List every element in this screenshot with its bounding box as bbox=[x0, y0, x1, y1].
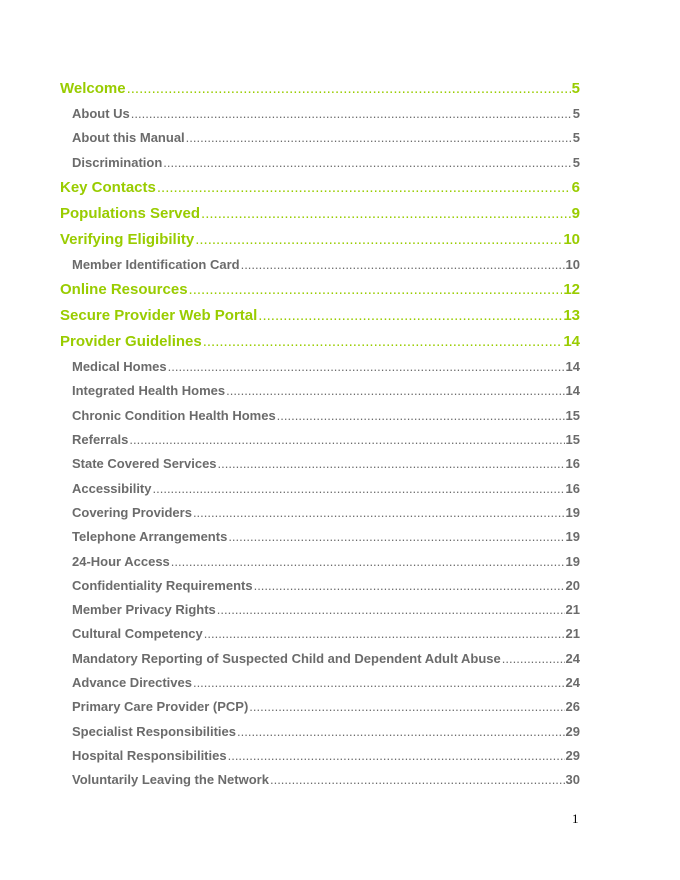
toc-heading-entry[interactable] bbox=[60, 227, 580, 253]
dot-leader bbox=[171, 550, 565, 574]
toc-subentry[interactable] bbox=[60, 428, 580, 452]
dot-leader bbox=[168, 355, 565, 379]
toc-entry-page: 19 bbox=[565, 553, 580, 569]
toc-subentry[interactable] bbox=[60, 379, 580, 403]
toc-entry-title: Integrated Health Homes bbox=[72, 383, 226, 399]
toc-entry-title: Populations Served bbox=[60, 204, 201, 222]
toc-entry-title: Specialist Responsibilities bbox=[72, 723, 236, 739]
dot-leader bbox=[127, 76, 571, 102]
toc-subentry[interactable] bbox=[60, 622, 580, 646]
toc-entry-title: Provider Guidelines bbox=[60, 333, 202, 351]
toc-entry-page: 24 bbox=[565, 650, 580, 666]
toc-entry-title: Key Contacts bbox=[60, 178, 156, 196]
toc-heading-entry[interactable] bbox=[60, 76, 580, 102]
toc-subentry[interactable] bbox=[60, 671, 580, 695]
toc-heading-entry[interactable] bbox=[60, 175, 580, 201]
toc-entry-title: Primary Care Provider (PCP) bbox=[72, 699, 249, 715]
toc-entry-page: 16 bbox=[565, 480, 580, 496]
dot-leader bbox=[163, 151, 571, 175]
toc-entry-title: Referrals bbox=[72, 432, 129, 448]
toc-entry-title: Member Identification Card bbox=[72, 256, 240, 272]
toc-entry-page: 14 bbox=[563, 333, 580, 351]
toc-entry-title: Welcome bbox=[60, 80, 126, 97]
toc-entry-title: About this Manual bbox=[72, 130, 185, 146]
toc-entry-title: Chronic Condition Health Homes bbox=[72, 407, 276, 423]
toc-entry-page: 9 bbox=[571, 204, 580, 222]
toc-subentry[interactable] bbox=[60, 647, 580, 671]
toc-entry-page: 15 bbox=[565, 432, 580, 448]
toc-entry-page: 5 bbox=[572, 154, 580, 170]
dot-leader bbox=[502, 647, 565, 671]
toc-entry-title: Discrimination bbox=[72, 154, 163, 170]
toc-entry-page: 5 bbox=[572, 130, 580, 146]
toc-entry-page: 14 bbox=[565, 359, 580, 375]
toc-entry-page: 19 bbox=[565, 529, 580, 545]
toc-entry-title: Confidentiality Requirements bbox=[72, 577, 253, 593]
dot-leader bbox=[204, 622, 565, 646]
dot-leader bbox=[186, 126, 572, 150]
toc-subentry[interactable] bbox=[60, 126, 580, 150]
toc-heading-entry[interactable] bbox=[60, 277, 580, 303]
toc-entry-title: Accessibility bbox=[72, 480, 152, 496]
dot-leader bbox=[258, 303, 562, 329]
toc-entry-title: Cultural Competency bbox=[72, 626, 203, 642]
toc-entry-page: 26 bbox=[565, 699, 580, 715]
dot-leader bbox=[131, 102, 572, 126]
toc-entry-page: 21 bbox=[565, 602, 580, 618]
toc-subentry[interactable] bbox=[60, 151, 580, 175]
toc-entry-page: 30 bbox=[565, 772, 580, 788]
toc-subentry[interactable] bbox=[60, 695, 580, 719]
toc-entry-title: Secure Provider Web Portal bbox=[60, 307, 258, 325]
dot-leader bbox=[203, 329, 563, 355]
toc-subentry[interactable] bbox=[60, 452, 580, 476]
toc-entry-title: Online Resources bbox=[60, 281, 188, 299]
table-of-contents bbox=[60, 76, 580, 793]
toc-entry-page: 10 bbox=[563, 230, 580, 248]
toc-entry-page: 6 bbox=[571, 178, 580, 196]
dot-leader bbox=[228, 525, 564, 549]
dot-leader bbox=[129, 428, 564, 452]
dot-leader bbox=[237, 720, 565, 744]
dot-leader bbox=[270, 768, 565, 792]
dot-leader bbox=[228, 744, 565, 768]
toc-entry-title: 24-Hour Access bbox=[72, 553, 170, 569]
toc-entry-page: 21 bbox=[565, 626, 580, 642]
toc-entry-page: 14 bbox=[565, 383, 580, 399]
toc-subentry[interactable] bbox=[60, 598, 580, 622]
toc-subentry[interactable] bbox=[60, 744, 580, 768]
toc-entry-page: 10 bbox=[565, 256, 580, 272]
toc-heading-entry[interactable] bbox=[60, 303, 580, 329]
dot-leader bbox=[193, 501, 565, 525]
toc-entry-title: Advance Directives bbox=[72, 675, 192, 691]
toc-entry-page: 13 bbox=[563, 307, 580, 325]
dot-leader bbox=[217, 598, 565, 622]
toc-entry-page: 5 bbox=[572, 106, 580, 121]
page-number: 1 bbox=[572, 811, 579, 826]
toc-entry-page: 19 bbox=[565, 504, 580, 520]
dot-leader bbox=[249, 695, 564, 719]
toc-entry-page: 5 bbox=[571, 80, 580, 97]
dot-leader bbox=[241, 253, 565, 277]
toc-subentry[interactable] bbox=[60, 768, 580, 792]
toc-subentry[interactable] bbox=[60, 525, 580, 549]
dot-leader bbox=[201, 201, 571, 227]
toc-subentry[interactable] bbox=[60, 253, 580, 277]
dot-leader bbox=[218, 452, 565, 476]
dot-leader bbox=[193, 671, 565, 695]
dot-leader bbox=[195, 227, 562, 253]
toc-entry-title: Telephone Arrangements bbox=[72, 529, 228, 545]
dot-leader bbox=[254, 574, 565, 598]
toc-entry-page: 29 bbox=[565, 723, 580, 739]
dot-leader bbox=[189, 277, 563, 303]
toc-entry-title: Medical Homes bbox=[72, 359, 167, 375]
toc-heading-entry[interactable] bbox=[60, 329, 580, 355]
toc-subentry[interactable] bbox=[60, 404, 580, 428]
toc-entry-page: 16 bbox=[565, 456, 580, 472]
toc-entry-page: 20 bbox=[565, 577, 580, 593]
toc-entry-title: Covering Providers bbox=[72, 504, 192, 520]
dot-leader bbox=[153, 477, 565, 501]
toc-entry-title: State Covered Services bbox=[72, 456, 217, 472]
toc-entry-title: About Us bbox=[72, 106, 130, 121]
dot-leader bbox=[157, 175, 571, 201]
dot-leader bbox=[277, 404, 565, 428]
toc-heading-entry[interactable] bbox=[60, 201, 580, 227]
toc-entry-page: 29 bbox=[565, 747, 580, 763]
toc-subentry[interactable] bbox=[60, 355, 580, 379]
toc-entry-title: Member Privacy Rights bbox=[72, 602, 216, 618]
toc-entry-title: Hospital Responsibilities bbox=[72, 747, 227, 763]
toc-subentry[interactable] bbox=[60, 501, 580, 525]
toc-entry-title: Verifying Eligibility bbox=[60, 230, 195, 248]
toc-entry-page: 12 bbox=[563, 281, 580, 299]
toc-entry-page: 15 bbox=[565, 407, 580, 423]
toc-entry-title: Voluntarily Leaving the Network bbox=[72, 772, 269, 788]
toc-subentry[interactable] bbox=[60, 477, 580, 501]
dot-leader bbox=[226, 379, 564, 403]
toc-subentry[interactable] bbox=[60, 102, 580, 126]
toc-subentry[interactable] bbox=[60, 574, 580, 598]
toc-entry-page: 24 bbox=[565, 675, 580, 691]
toc-entry-title: Mandatory Reporting of Suspected Child and Dependent Adult Abuse bbox=[72, 650, 501, 666]
toc-subentry[interactable] bbox=[60, 720, 580, 744]
toc-subentry[interactable] bbox=[60, 550, 580, 574]
